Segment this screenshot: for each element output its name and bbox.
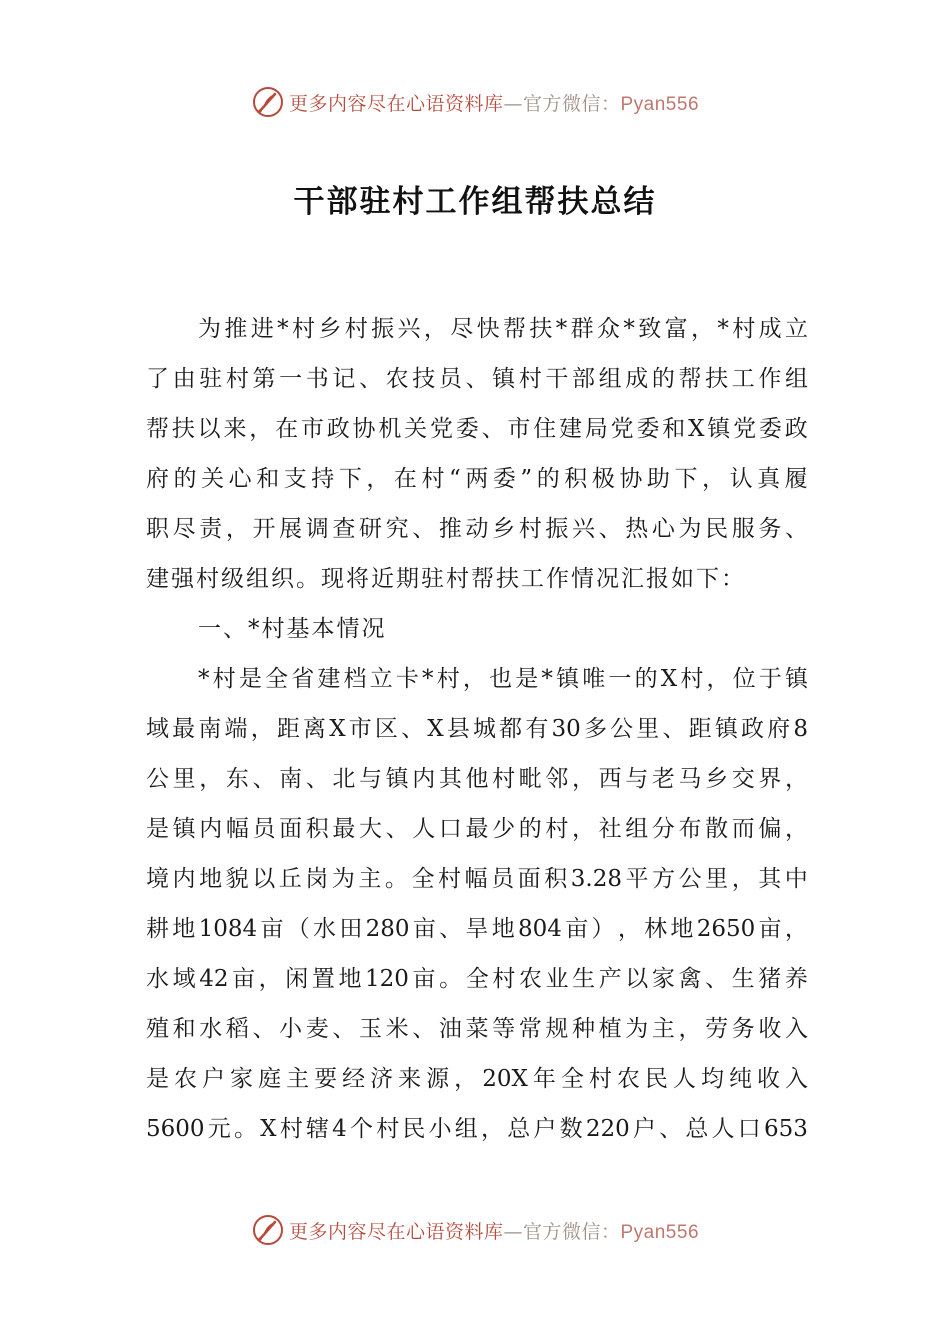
watermark-wechat-id: Pyan556	[620, 1221, 700, 1243]
body-line: 是 农 户 家 庭 主 要 经 济 来 源 ， 20X 年 全 村 农 民 人 均 纯 收 入	[146, 1066, 808, 1092]
body-line: * 村 是 全 省 建 档 立 卡 * 村 ， 也 是 * 镇 唯 一 的 X 村 ， 位 于 镇	[198, 666, 808, 692]
header-watermark-banner	[0, 80, 950, 124]
quill-logo-icon	[251, 1213, 285, 1247]
watermark-main-text: 更多内容尽在心语资料库	[288, 92, 504, 115]
watermark-wechat-label: 官方微信：	[522, 1220, 621, 1243]
watermark-wechat-id: Pyan556	[620, 93, 700, 115]
watermark-main-text: 更多内容尽在心语资料库	[288, 1220, 504, 1243]
watermark-dash: —	[503, 92, 523, 115]
body-line: 公 里 ， 东 、 南 、 北 与 镇 内 其 他 村 毗 邻 ， 西 与 老 马 乡 交 界 ，	[146, 766, 808, 792]
body-line: 境 内 地 貌 以 丘 岗 为 主 。 全 村 幅 员 面 积 3.28 平 方 公 里 ， 其 中	[146, 866, 808, 892]
watermark-text	[289, 89, 699, 116]
document-title: 干部驻村工作组帮扶总结	[293, 184, 657, 220]
body-line: 水 域 42 亩 ， 闲 置 地 120 亩 。 全 村 农 业 生 产 以 家 禽 、 生 猪 养	[146, 966, 808, 992]
watermark-wechat-label: 官方微信：	[522, 92, 621, 115]
body-line: 府 的 关 心 和 支 持 下 ， 在 村 “ 两 委 ” 的 积 极 协 助 下 ， 认 真 履	[146, 466, 808, 492]
watermark-dash: —	[503, 1220, 523, 1243]
body-line: 了 由 驻 村 第 一 书 记 、 农 技 员 、 镇 村 干 部 组 成 的 帮 扶 工 作 组	[146, 366, 808, 392]
quill-logo-icon	[251, 85, 285, 119]
body-line: 为 推 进 * 村 乡 村 振 兴 ， 尽 快 帮 扶 * 群 众 * 致 富 ， * 村 成 立	[198, 316, 808, 342]
body-line: 职 尽 责 ， 开 展 调 查 研 究 、 推 动 乡 村 振 兴 、 热 心 为 民 服 务 、	[146, 516, 808, 542]
body-line: 帮 扶 以 来 ， 在 市 政 协 机 关 党 委 、 市 住 建 局 党 委 和 X 镇 党 委 政	[146, 416, 808, 442]
body-line: 殖 和 水 稻 、 小 麦 、 玉 米 、 油 菜 等 常 规 种 植 为 主 ， 劳 务 收 入	[146, 1016, 808, 1042]
body-line: 域 最 南 端 ， 距 离 X 市 区 、 X 县 城 都 有 30 多 公 里 、 距 镇 政 府 8	[146, 716, 808, 742]
body-line: 一、*村基本情况	[198, 616, 387, 642]
footer-watermark-banner	[0, 1208, 950, 1252]
body-line: 是 镇 内 幅 员 面 积 最 大 、 人 口 最 少 的 村 ， 社 组 分 布 散 而 偏 ，	[146, 816, 808, 842]
watermark-text	[289, 1217, 699, 1244]
document-body	[146, 304, 808, 1154]
body-line: 建强村级组织。现将近期驻村帮扶工作情况汇报如下：	[146, 566, 746, 592]
body-line: 5600 元 。 X 村 辖 4 个 村 民 小 组 ， 总 户 数 220 户 、 总 人 口 653	[146, 1116, 808, 1142]
body-line: 耕 地 1084 亩 （ 水 田 280 亩 、 旱 地 804 亩 ） ， 林 地 2650 亩 ，	[146, 916, 808, 942]
